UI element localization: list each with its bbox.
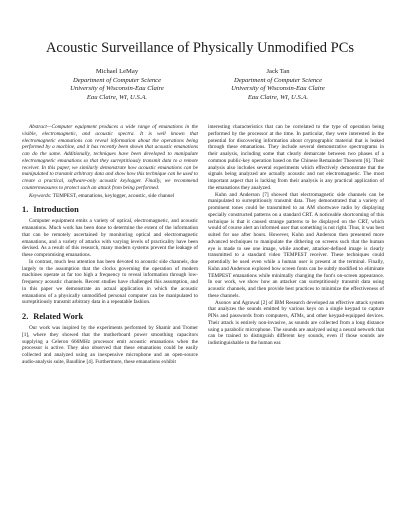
author-name: Michael LeMay — [95, 68, 139, 75]
body-paragraph: interesting characteristics that can be correlated to the type of operation being performed by the processor at the time. In particular, they were interested in the potential for discovering information about cryptographic material that is leaked through these emanations. They include several demonstrative spectrograms in their analysis, including some that clearly demarcate between two phases of a common public-key operation based on the Chinese Remainder Theorem [6]. Their analysis also includes several experiments which effectively demonstrate that the signals being analyzed are actually acoustic and not electromagnetic. The most important aspect that is lacking from their analysis is any practical application of the emanations they analyzed. — [208, 124, 384, 191]
keywords-label: Keywords: — [29, 192, 52, 199]
author-location: Eau Claire, WI, U.S.A. — [86, 93, 148, 101]
right-column — [208, 124, 384, 347]
keywords-text: TEMPEST, emanations, keylogger, acoustic, side channel — [52, 192, 175, 199]
keywords-line — [22, 193, 198, 200]
body-paragraph: Kuhn and Anderson [7] showed that electromagnetic side channels can be manipulated to surreptitiously transmit data. They demonstrated that a variety of prominent tones could be transmitted to an AM shortwave radio by displaying specially constructed patterns on a standard CRT. A noticeable shortcoming of this technique is that it caused strange patterns to be displayed on the CRT, which would of course alert an informed user that something is not right. Thus, it was best suited for use after hours. However, Kuhn and Anderson then presented more advanced techniques to manipulate the dithering on screens such that the human eye is made to see one image, while another, attacker-defined image is clearly transmitted to a standard video TEMPEST receiver. These techniques could potentially be used even while a human user is present at the terminal. Finally, Kuhn and Anderson explored how screen fonts can be subtly modified to eliminate TEMPEST emanations while minimally changing the font's on-screen appearance. In our work, we show how an attacker can surreptitiously transmit data using acoustic channels, and then provide best practices to minimize the effectiveness of these channels. — [208, 191, 384, 299]
section-heading-introduction — [22, 205, 198, 215]
author-university: University of Wisconsin-Eau Claire — [70, 85, 164, 93]
paper-title: Acoustic Surveillance of Physically Unmodified PCs — [45, 40, 355, 56]
section-title: Introduction — [33, 205, 79, 215]
section-heading-related-work — [22, 312, 198, 322]
section-title: Related Work — [33, 312, 84, 321]
body-paragraph: In contrast, much less attention has been devoted to acoustic side channels, due largely to the assumption that the clocks governing the operation of modern machines operate at far too high a frequency to reveal information through low-frequency acoustic channels. Recent studies have challenged this assumption, and in this paper we demonstrate an actual application in which the acoustic emanations of a physically unmodified personal computer can be manipulated to surreptitiously transmit arbitrary data in a repeatable fashion. — [22, 258, 198, 306]
abstract-paragraph — [22, 124, 198, 192]
author-university: University of Wisconsin-Eau Claire — [231, 85, 325, 93]
author-department: Department of Computer Science — [72, 76, 162, 84]
body-paragraph: Our work was inspired by the experiments performed by Shamir and Tromer [1], where they showed that the motherboard power smoothing capacitors supplying a Celeron 666MHz processor emit acoustic emanations when the processor is active. They also observed that these emanations could be easily collected and analyzed using an inexpensive microphone and an open-source audio-analysis suite, Baudline [4]. Furthermore, these emanations exhibit — [22, 325, 198, 365]
abstract-text: Computer equipment produces a wide range of emanations in the visible, electromagnetic, and acoustic spectra. It is well known that electromagnetic emanations can reveal information about the operations being performed by a machine, and it has recently been shown that acoustic emanations can do the same. Additionally, techniques have been developed to manipulate electromagnetic emanations so that they surreptitiously transmit data to a remote receiver. In this paper, we similarly demonstrate how acoustic emanations can be manipulated to transmit arbitrary data and show how this technique can be used to create a practical, software-only acoustic keylogger. Finally, we recommend countermeasures to protect such an attack from being performed. — [22, 124, 198, 191]
author-location: Eau Claire, WI, U.S.A. — [247, 93, 309, 101]
author-name: Jack Tan — [266, 68, 290, 75]
left-column — [22, 124, 198, 366]
author-block — [193, 68, 363, 102]
section-number: 1. — [22, 205, 29, 215]
abstract — [22, 124, 198, 192]
section-number: 2. — [22, 312, 29, 321]
body-paragraph: Asonov and Agrawal [2] of IBM Research developed an effective attack system that analyzes the sounds emitted by various keys on a single keypad to capture PINs and passwords from computers, ATMs, and other keypad-equipped devices. Their attack is entirely non-invasive, as sounds are collected from a long distance using a parabolic microphone. The sounds are analyzed using a neural network that can be trained to distinguish different key sounds, even if those sounds are indistinguishable to the human ear. — [208, 299, 384, 346]
author-department: Department of Computer Science — [233, 76, 323, 84]
abstract-label: Abstract— — [29, 124, 52, 130]
body-paragraph: Computer equipment emits a variety of optical, electromagnetic, and acoustic emanations. Much work has been done to determine the extent of the information that can be remotely ascertained by monitoring optical and electromagnetic emanations, and a variety of attacks with varying levels of practicality have been devised. As a result of this research, many modern systems prevent the leakage of these compromising emanations. — [22, 218, 198, 258]
author-block — [32, 68, 202, 102]
